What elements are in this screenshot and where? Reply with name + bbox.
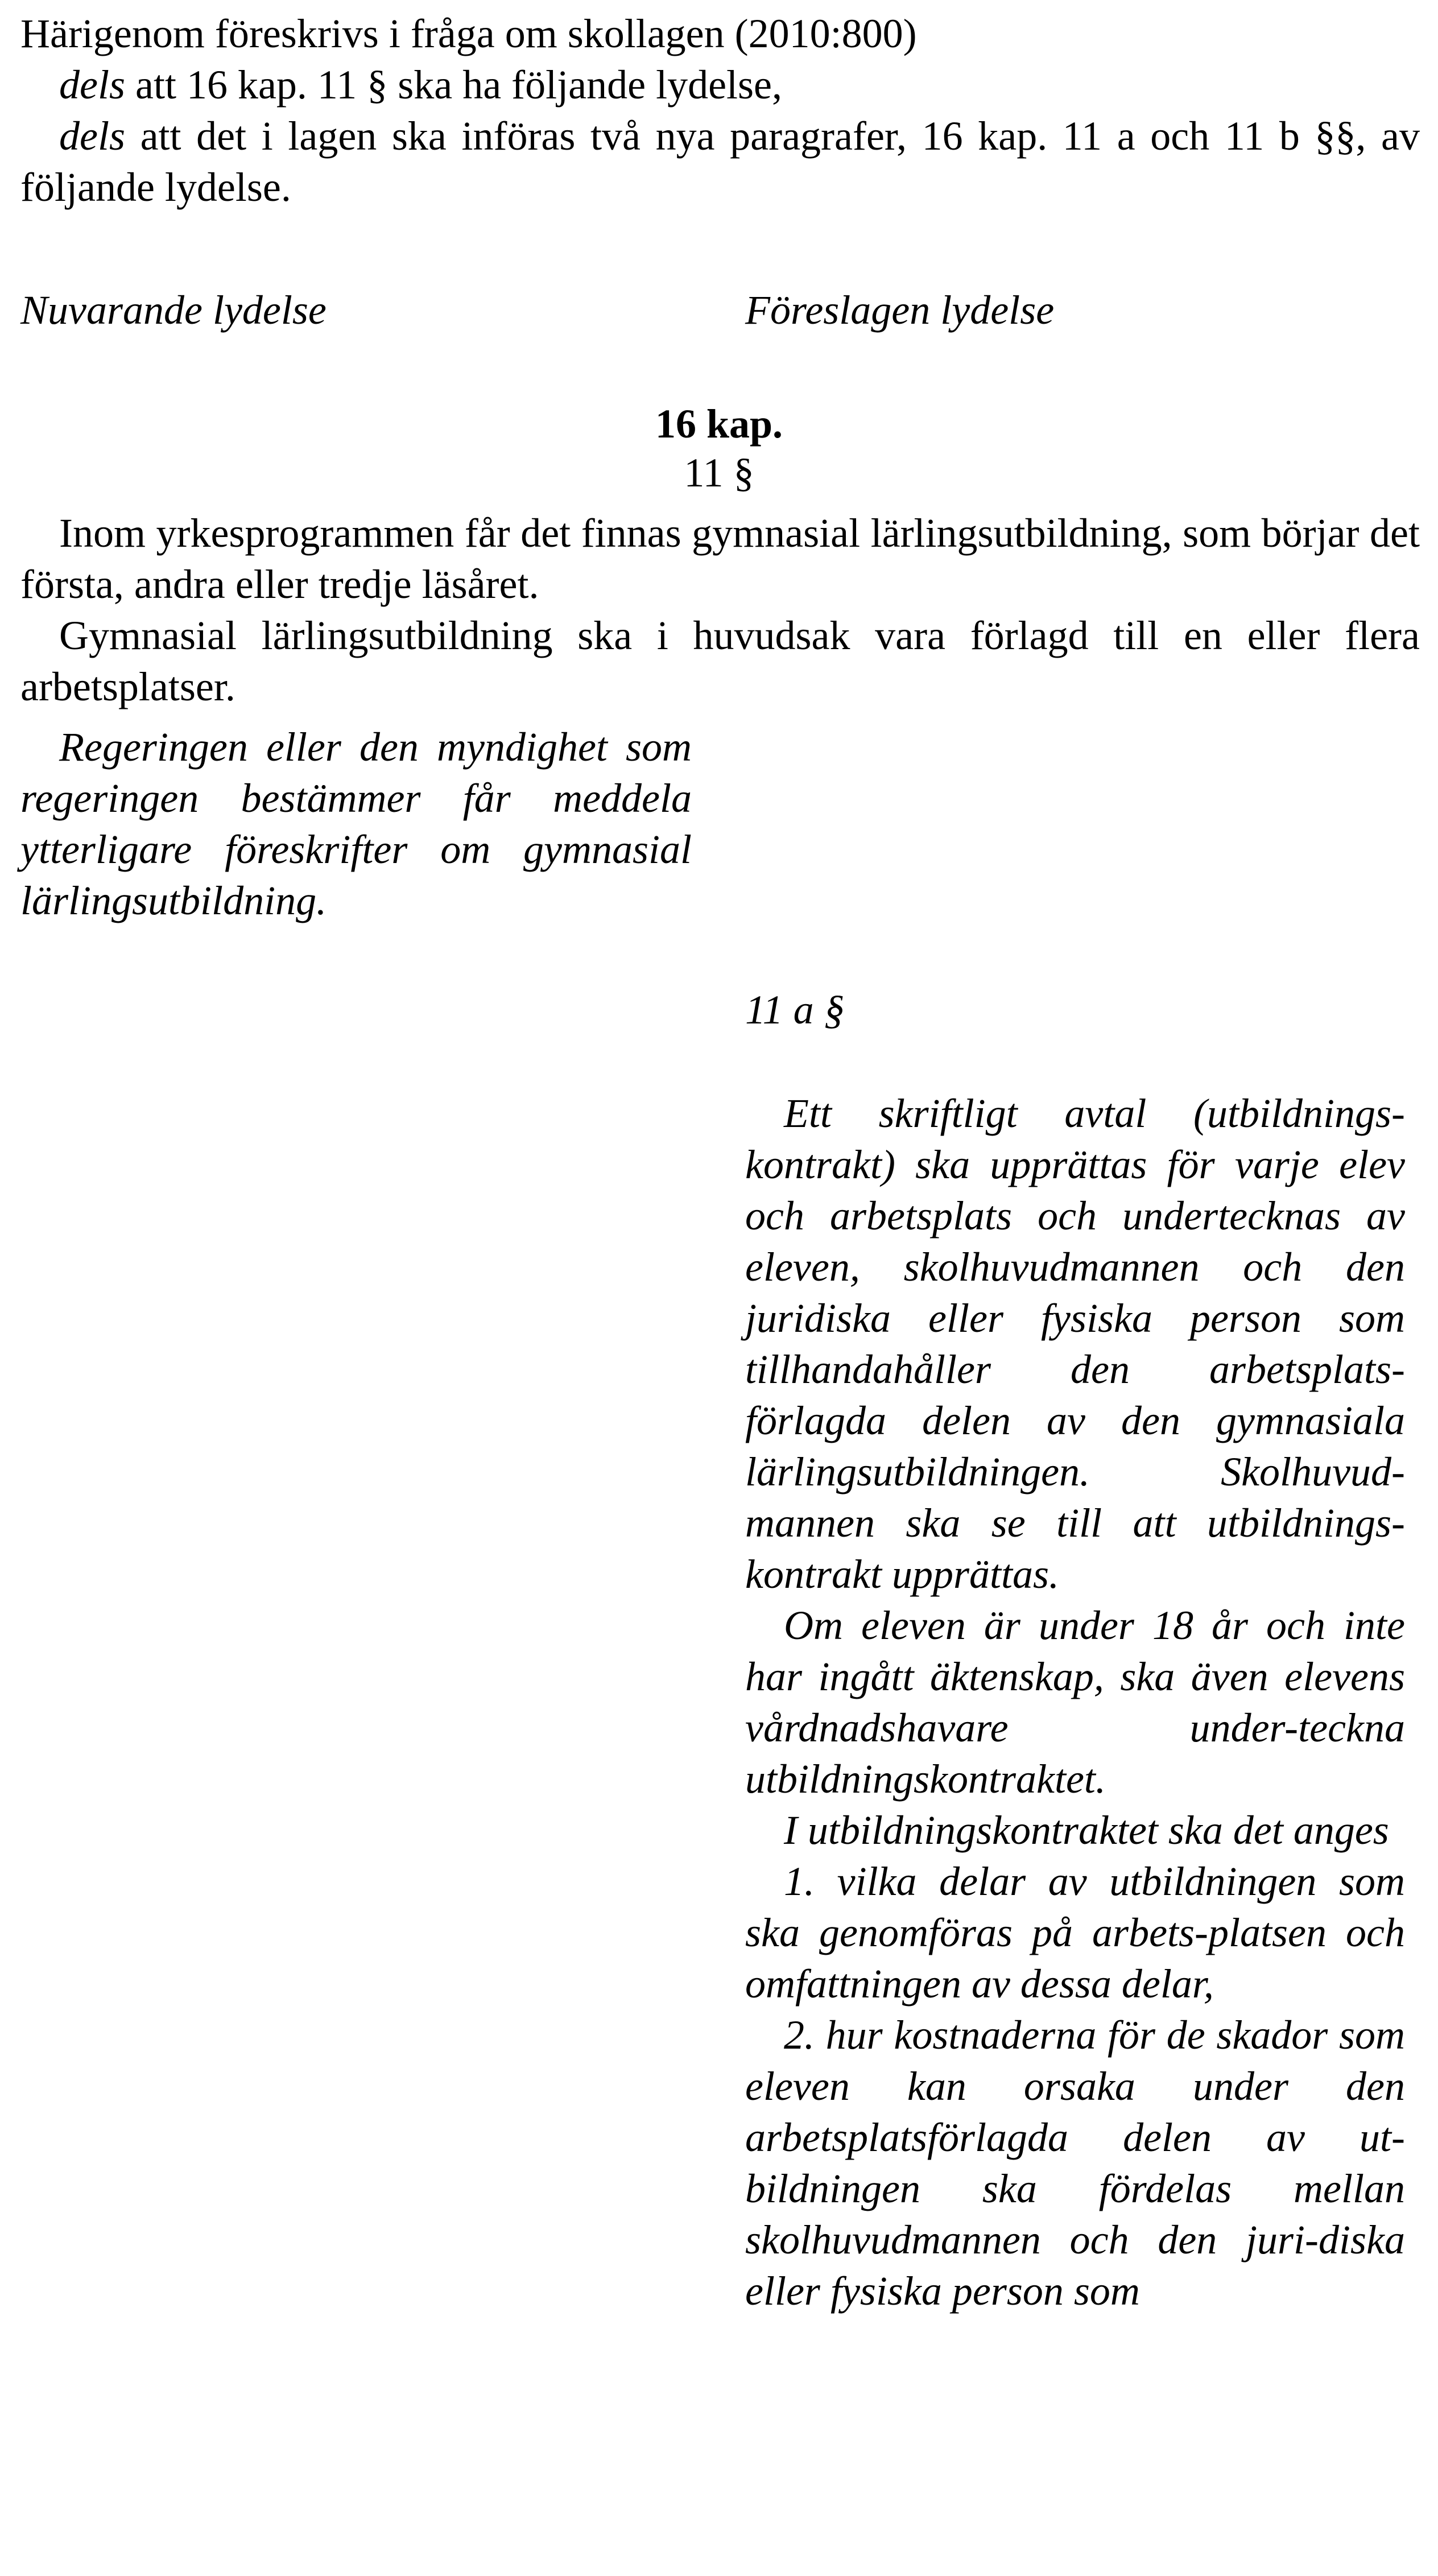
proposed-wording-header: Föreslagen lydelse bbox=[745, 287, 1055, 333]
proposed-paragraph: Om eleven är under 18 år och inte har ingått äktenskap, ska även elevens vårdnadshavare under-teckna utbildningskontraktet. bbox=[745, 1603, 1405, 1802]
intro-block bbox=[20, 8, 1420, 213]
shared-paragraph: Gymnasial lärlingsutbildning ska i huvudsak vara förlagd till en eller flera arbetsplatser. bbox=[20, 613, 1420, 709]
dels-word: dels bbox=[59, 62, 125, 108]
dels-clause-text: att det i lagen ska införas två nya paragrafer, 16 kap. 11 a och 11 b §§, av följande lydelse. bbox=[20, 113, 1420, 210]
shared-section-text bbox=[20, 507, 1420, 712]
proposed-paragraph: Ett skriftligt avtal (utbildnings-kontrakt) ska upprättas för varje elev och arbetsplats och undertecknas av eleven, skolhuvudmannen och den juridiska eller fysiska person som tillhandahåller den arbetsplats-förlagda delen av den gymnasiala lärlingsutbildningen. Skolhuvud-mannen ska se till att utbildnings-kontrakt upprättas. bbox=[745, 1091, 1405, 1597]
proposed-list-item: 2. hur kostnaderna för de skador som eleven kan orsaka under den arbetsplatsförlagda delen av ut-bildningen ska fördelas mellan skolhuvudmannen och den juri-diska eller fysiska person som bbox=[745, 2012, 1405, 2314]
chapter-heading: 16 kap. bbox=[655, 401, 783, 447]
new-section-heading: 11 a § bbox=[745, 987, 845, 1033]
proposed-wording-column bbox=[745, 1088, 1405, 2317]
dels-clause-1 bbox=[20, 59, 1420, 110]
proposed-paragraph: I utbildningskontraktet ska det anges bbox=[784, 1807, 1389, 1853]
current-wording-column bbox=[20, 721, 692, 926]
dels-word: dels bbox=[59, 113, 125, 159]
intro-line: Härigenom föreskrivs i fråga om skollagen (2010:800) bbox=[20, 11, 917, 56]
dels-clause-text: att 16 kap. 11 § ska ha följande lydelse, bbox=[125, 62, 783, 108]
proposed-list-item: 1. vilka delar av utbildningen som ska genomföras på arbets-platsen och omfattningen av dessa delar, bbox=[745, 1859, 1405, 2007]
current-wording-header: Nuvarande lydelse bbox=[20, 287, 327, 333]
current-only-paragraph: Regeringen eller den myndighet som regeringen bestämmer får meddela ytterligare föreskrifter om gymnasial lärlingsutbildning. bbox=[20, 724, 692, 923]
section-heading: 11 § bbox=[684, 450, 754, 496]
shared-paragraph: Inom yrkesprogrammen får det finnas gymnasial lärlingsutbildning, som börjar det första, andra eller tredje läsåret. bbox=[20, 510, 1420, 607]
dels-clause-2 bbox=[20, 110, 1420, 213]
